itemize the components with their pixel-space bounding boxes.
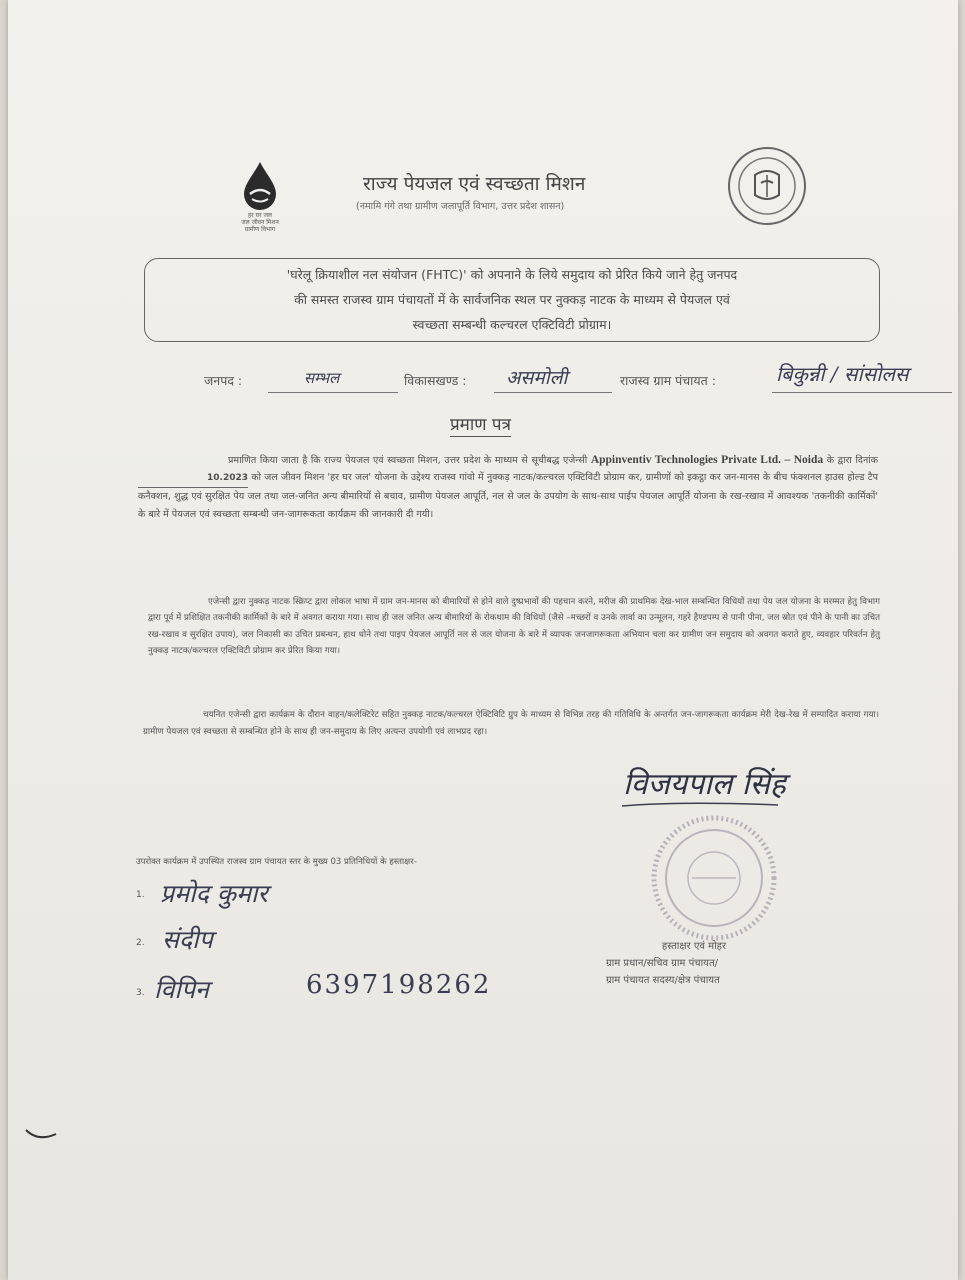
signature-label: हस्ताक्षर एवं मोहर [661,941,727,952]
banner-line-1: 'घरेलू क्रियाशील नल संयोजन (FHTC)' को अपनाने के लिये समुदाय को प्रेरित किये जाने हेतु जनपद [286,267,738,282]
water-drop-icon [220,160,300,212]
certificate-sheet [8,0,958,1280]
mission-subtitle: (नमामि गंगे तथा ग्रामीण जलापूर्ति विभाग, उत्तर प्रदेश शासन) [356,201,565,212]
para1-rest: को जल जीवन मिशन 'हर घर जल' योजना के उद्देश्य राजस्व गांवो में नुक्कड़ नाटक/कल्चरल एक्टिविटी प्रोग्राम कर, ग्रामीणों को इकट्ठा कर जन-मानस के बीच फंक्शनल हाउस होल्ड टैप कनैक्शन, शुद्ध एवं सुरक्षित पेय जल तथा जल-जनित अन्य बीमारियों से बचाव, ग्रामीण पेयजल आपूर्ति, नल से जल के उपयोग के साथ-साथ पाईप पेयजल आपूर्ति योजना के रख-रखाव में आवश्यक 'तकनीकी कार्मिकों' के बारे में पेयजल एवं स्वच्छता सम्बन्धी जन-जागरूकता कार्यक्रम की जानकारी दी गयी। [138,472,878,520]
mission-title: राज्य पेयजल एवं स्वच्छता मिशन [363,173,586,195]
block-label: विकासखण्ड : [404,373,467,388]
representative-signature-3: विपिन [154,975,209,1004]
certificate-paragraph-3 [143,707,879,740]
up-government-seal [726,145,808,227]
rep-number: 1. [136,890,145,900]
signature-block [606,938,806,989]
para2-text: एजेन्सी द्वारा नुक्कड़ नाटक स्क्रिप्ट द्वारा लोकल भाषा में ग्राम जन-मानस को बीमारियों से होने वाले दुष्प्रभावों की पहचान करने, मरीज की प्राथमिक देख-भाल सम्बन्धित विधियों तथा पेय जल योजना के मरम्मत हेतु विभाग द्वारा पूर्व में प्रशिक्षित तकनीकी कार्मिकों के बारे में अवगत कराया गया। साथ ही जल जनित अन्य बीमारियों के रोकथाम की विधियों (जैसे –मच्छरों व उनके लार्वा का उन्मूलन, गहरे हैण्डपम्प से पानी पीना, जल स्रोत एवं पीने के पानी का उचित रख-रखाव व सुरक्षित उपाय), जल निकासी का उचित प्रबन्धन, हाथ धोने तथा पाइप पेयजल आपूर्ति नल से जल योजना के बारे में व्यापक जनजागरूकता अभियान चला कर ग्रामीण जन समुदाय को अवगत कराते हुए, व्यवहार परिवर्तन हेतु नुक्कड़ नाटक/कल्चरल एक्टिविटी प्रोग्राम कर प्रेरित किया गया। [148,597,880,656]
district-value: सम्भल [304,369,340,387]
district-label: जनपद : [204,373,243,388]
logo-caption-2: जल जीवन मिशन [241,219,279,226]
pen-stroke-mark [24,1128,58,1142]
panchayat-value: बिकुन्नी / सांसोलस [776,362,909,386]
district-line [268,392,398,393]
block-value: असमोली [506,367,568,389]
signature-underline [620,800,780,810]
representatives-caption: उपरोक्त कार्यक्रम में उपस्थित राजस्व ग्राम पंचायत स्तर के मुख्य 03 प्रतिनिधियों के हस्ताक्षर- [136,857,417,867]
rep-number: 3. [136,988,145,998]
block-line [494,392,612,393]
panchayat-line [772,392,952,393]
representative-phone: 6397198262 [306,970,492,1000]
certificate-paragraph-1 [138,452,878,523]
representative-row-3 [136,970,492,1004]
representative-signature-2: संदीप [162,925,213,954]
logo-caption-3: ग्रामीण विभाग [244,226,276,233]
para1-start: प्रमाणित किया जाता है कि राज्य पेयजल एवं स्वच्छता मिशन, उत्तर प्रदेश के माध्यम से सूचीबद्ध एजेन्सी [228,455,588,466]
para1-date-prefix: के द्वारा दिनांक [826,455,879,466]
logo-caption-1: हर घर जल [248,212,272,219]
designation-line-1: ग्राम प्रधान/सचिव ग्राम पंचायत/ [606,958,719,969]
representative-row-1 [136,879,268,908]
certificate-title: प्रमाण पत्र [450,412,511,437]
pradhan-signature: विजयपाल सिंह [623,767,786,802]
representative-signature-1: प्रमोद कुमार [160,879,268,908]
program-banner [144,258,880,342]
banner-line-3: स्वच्छता सम्बन्धी कल्चरल एक्टिविटी प्रोग्राम। [412,317,612,332]
banner-line-2: की समस्त राजस्व ग्राम पंचायतों में के सार्वजनिक स्थल पर नुक्कड़ नाटक के माध्यम से पेयजल एवं [294,292,730,307]
rep-number: 2. [136,938,145,948]
para3-text: चयनित एजेन्सी द्वारा कार्यक्रम के दौरान वाहन/कलेक्टिरेट सहित नुक्कड़ नाटक/कल्चरल ऐक्टिविटि ग्रुप के माध्यम से विभिन्न तरह की गतिविधि के अन्तर्गत जन-जागरूकता कार्यक्रम मेरी देख-रेख में सम्पादित कराया गया। ग्रामीण पेयजल एवं स्वच्छता से सम्बन्धित होने के साथ ही जन-समुदाय के लिए अत्यन्त उपयोगी एवं लाभप्रद रहा। [143,710,879,737]
certificate-paragraph-2 [148,594,880,659]
location-fields [204,362,958,402]
representative-row-2 [136,925,213,954]
official-round-stamp [648,812,780,944]
program-date: 10.2023 [138,470,248,488]
agency-name: Appinventiv Technologies Private Ltd. – Noida [590,454,824,466]
jal-jeevan-mission-logo [220,160,300,240]
panchayat-label: राजस्व ग्राम पंचायत : [620,373,716,388]
designation-line-2: ग्राम पंचायत सदस्य/क्षेत्र पंचायत [606,975,720,986]
